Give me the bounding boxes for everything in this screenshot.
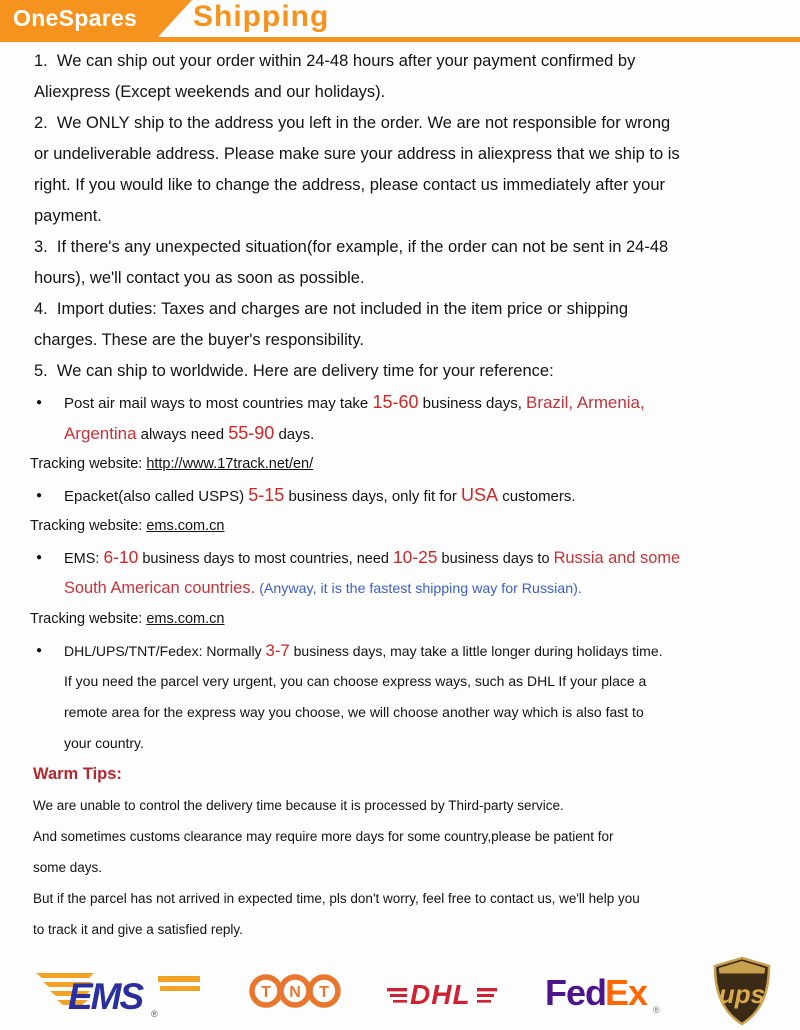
ems-logo-text: EMS — [68, 976, 143, 1017]
text-run: 4. Import duties: Taxes and charges are not included in the item price or shipping — [34, 300, 629, 318]
text-line — [33, 790, 800, 821]
fedex-reg-mark: ® — [652, 1005, 660, 1015]
bullet-icon: ● — [36, 552, 43, 563]
text-line — [34, 170, 800, 201]
text-line — [34, 294, 800, 325]
text-line — [34, 201, 800, 232]
tracking-link[interactable]: ems.com.cn — [146, 518, 225, 534]
text-run: Argentina — [64, 424, 137, 443]
tracking-line — [0, 604, 800, 635]
text-run: or undeliverable address. Please make sure your address in aliexpress that we ship to is — [34, 145, 680, 163]
policy-item — [0, 46, 800, 108]
dhl-stripes-left-icon — [387, 988, 407, 1003]
text-run: Post air mail ways to most countries may take — [64, 395, 373, 412]
text-run: remote area for the express way you choose, we will choose another way which is also fast to — [64, 704, 644, 720]
text-line — [64, 573, 800, 604]
text-run: 3-7 — [265, 641, 290, 660]
ups-logo-text: ups — [718, 979, 766, 1009]
tracking-line — [0, 449, 800, 480]
text-line — [64, 480, 800, 511]
text-run: Epacket(also called USPS) — [64, 488, 249, 505]
text-line — [33, 883, 800, 914]
text-run: right. If you would like to change the address, please contact us immediately after your — [34, 176, 666, 194]
text-run: But if the parcel has not arrived in expected time, pls don't worry, feel free to contact us, we'll help you — [33, 891, 640, 906]
text-run: South American countries. — [64, 579, 256, 597]
text-line — [33, 914, 800, 945]
tnt-letter-t2: T — [318, 984, 329, 1001]
text-run: DHL/UPS/TNT/Fedex: Normally — [64, 643, 266, 659]
text-run: If you need the parcel very urgent, you can choose express ways, such as DHL If your place a — [64, 673, 647, 689]
shipping-content — [0, 46, 800, 945]
text-line — [64, 666, 800, 697]
tnt-letter-n: N — [288, 984, 301, 1001]
note-paragraph — [0, 790, 800, 821]
ems-speed-bars-icon — [158, 976, 200, 991]
text-line — [34, 263, 800, 294]
text-run: days. — [274, 426, 315, 443]
bullet-item — [0, 635, 800, 759]
text-line — [64, 728, 800, 759]
text-run: EMS: — [64, 551, 104, 567]
text-line — [64, 697, 800, 728]
text-line — [64, 387, 800, 418]
text-run: Tracking website: — [30, 456, 147, 472]
text-run: 2. We ONLY ship to the address you left in the order. We are not responsible for wrong — [34, 114, 671, 132]
text-run: charges. These are the buyer's responsibility. — [34, 331, 364, 349]
text-run: USA — [461, 485, 499, 505]
text-line — [33, 759, 800, 790]
tracking-line — [0, 511, 800, 542]
text-run: 5-15 — [248, 485, 285, 505]
text-line — [34, 325, 800, 356]
tracking-link[interactable]: http://www.17track.net/en/ — [146, 456, 314, 472]
text-run: Brazil, Armenia, — [526, 393, 645, 412]
text-line — [64, 418, 800, 449]
text-run: 1. We can ship out your order within 24-48 hours after your payment confirmed by — [34, 52, 636, 70]
text-line — [33, 852, 800, 883]
text-run: 15-60 — [372, 392, 419, 412]
warm-tips-title — [0, 759, 800, 790]
ems-reg-mark: ® — [151, 1009, 158, 1019]
text-run: 3. If there's any unexpected situation(for example, if the order can not be sent in 24-48 — [34, 238, 669, 256]
bullet-item — [0, 542, 800, 604]
text-run: always need — [136, 426, 229, 443]
text-run: Tracking website: — [30, 611, 147, 627]
note-paragraph — [0, 821, 800, 883]
note-paragraph — [0, 883, 800, 945]
text-run: Aliexpress (Except weekends and our holidays). — [34, 83, 386, 101]
text-line — [34, 46, 800, 77]
tracking-link[interactable]: ems.com.cn — [146, 611, 225, 627]
policy-item — [0, 356, 800, 387]
bullet-icon: ● — [36, 490, 43, 501]
policy-item — [0, 108, 800, 232]
text-run: And sometimes customs clearance may require more days for some country,please be patient for — [33, 829, 614, 844]
bullet-item — [0, 387, 800, 449]
tnt-logo — [248, 962, 342, 1020]
text-run: your country. — [64, 735, 144, 751]
text-line — [30, 511, 800, 542]
policy-item — [0, 232, 800, 294]
text-run: (Anyway, it is the fastest shipping way for Russian). — [259, 581, 582, 597]
text-run: Warm Tips: — [33, 765, 122, 783]
text-run: business days, — [418, 395, 527, 412]
text-run: payment. — [34, 207, 102, 225]
text-run: business days to — [437, 551, 554, 567]
page-title: Shipping — [193, 0, 330, 33]
fedex-ex-text: Ex — [604, 972, 647, 1013]
text-line — [64, 635, 800, 666]
fedex-logo — [543, 966, 663, 1016]
text-run: 5. We can ship to worldwide. Here are delivery time for your reference: — [34, 362, 554, 380]
fedex-fed-text: Fed — [544, 972, 606, 1013]
text-run: Tracking website: — [30, 518, 147, 534]
brand-badge — [0, 0, 158, 37]
header — [0, 0, 800, 42]
text-line — [34, 356, 800, 387]
text-run: 55-90 — [228, 423, 275, 443]
brand-name: OneSpares — [13, 5, 138, 31]
brand-badge-notch — [158, 0, 192, 37]
ems-logo — [30, 961, 202, 1021]
policy-item — [0, 294, 800, 356]
text-line — [34, 77, 800, 108]
bullet-item — [0, 480, 800, 511]
dhl-logo-text: DHL — [410, 979, 471, 1010]
text-run: business days, only fit for — [284, 488, 462, 505]
text-line — [34, 139, 800, 170]
text-run: some days. — [33, 860, 103, 875]
text-run: customers. — [498, 488, 576, 505]
text-run: hours), we'll contact you as soon as possible. — [34, 269, 365, 287]
text-line — [33, 821, 800, 852]
dhl-logo — [387, 967, 497, 1015]
text-line — [30, 449, 800, 480]
text-line — [34, 232, 800, 263]
text-line — [34, 108, 800, 139]
dhl-stripes-right-icon — [477, 988, 497, 1003]
text-line — [30, 604, 800, 635]
text-line — [64, 542, 800, 573]
text-run: 6-10 — [103, 547, 139, 567]
text-run: business days to most countries, need — [138, 551, 393, 567]
text-run: 10-25 — [393, 547, 438, 567]
text-run: to track it and give a satisfied reply. — [33, 922, 243, 937]
bullet-icon: ● — [36, 397, 43, 408]
header-rule — [0, 37, 800, 42]
text-run: We are unable to control the delivery time because it is processed by Third-party service. — [33, 798, 564, 813]
tnt-letter-t1: T — [260, 984, 271, 1001]
ups-logo — [708, 955, 776, 1027]
text-run: Russia and some — [553, 549, 681, 567]
bullet-icon: ● — [36, 645, 43, 656]
carrier-logos — [0, 952, 800, 1030]
text-run: business days, may take a little longer during holidays time. — [289, 643, 663, 659]
